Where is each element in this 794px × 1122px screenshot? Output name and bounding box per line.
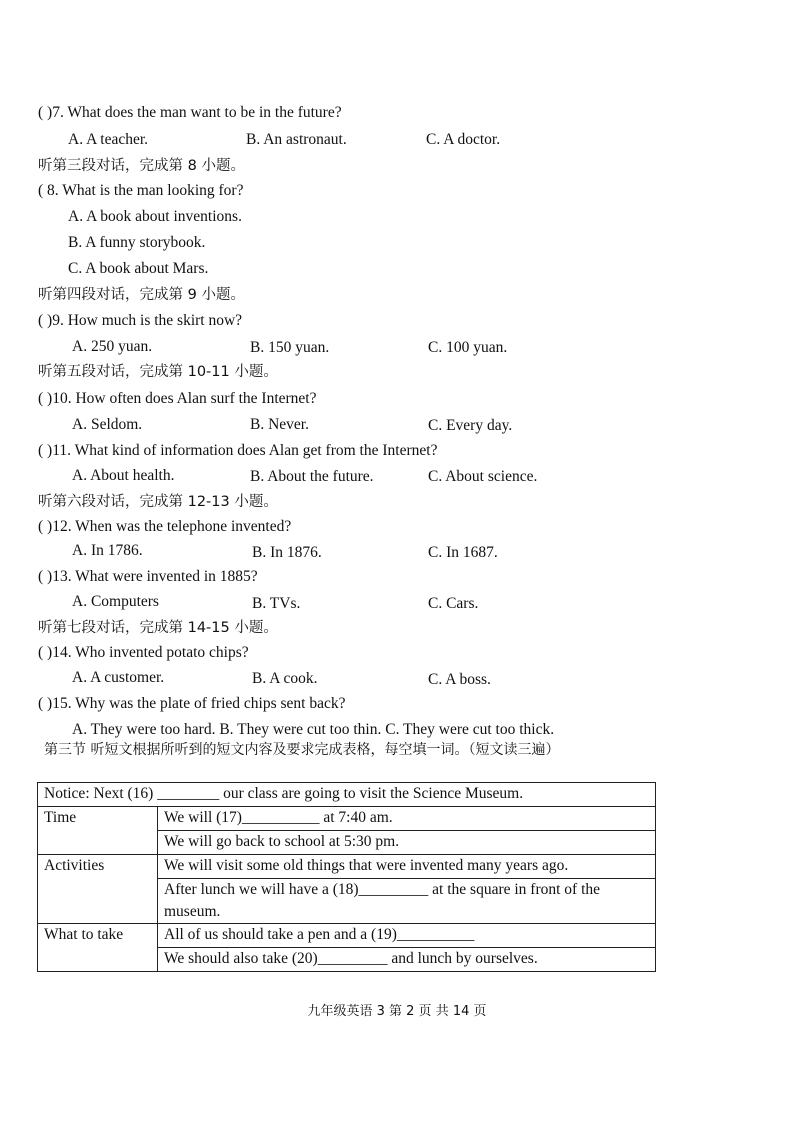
question-13-option-a: A. Computers: [72, 593, 159, 610]
question-14-option-b: B. A cook.: [252, 670, 318, 687]
question-12-option-a: A. In 1786.: [72, 542, 143, 559]
question-11-option-c: C. About science.: [428, 468, 538, 485]
question-14-stem: ( )14. Who invented potato chips?: [38, 644, 249, 661]
section-4-instruction: 听第四段对话，完成第 9 小题。: [38, 287, 245, 303]
what-to-take-label: What to take: [38, 924, 158, 972]
question-10-option-b: B. Never.: [250, 416, 309, 433]
table-row: [38, 924, 656, 948]
table-row: [38, 807, 656, 831]
notice-cell: Notice: Next (16) ________ our class are going to visit the Science Museum.: [38, 783, 656, 807]
question-8-option-a: A. A book about inventions.: [68, 208, 242, 225]
question-13-stem: ( )13. What were invented in 1885?: [38, 568, 258, 585]
question-11-option-b: B. About the future.: [250, 468, 374, 485]
notice-table: [37, 782, 656, 972]
question-12-option-b: B. In 1876.: [252, 544, 322, 561]
time-line-2: We will go back to school at 5:30 pm.: [158, 831, 656, 855]
question-14-option-c: C. A boss.: [428, 671, 491, 688]
question-7-option-c: C. A doctor.: [426, 131, 501, 148]
question-9-stem: ( )9. How much is the skirt now?: [38, 312, 243, 329]
section-5-instruction: 听第五段对话，完成第 10-11 小题。: [38, 364, 278, 380]
question-7-option-b: B. An astronaut.: [246, 131, 347, 148]
question-10-option-c: C. Every day.: [428, 417, 513, 434]
question-7-stem: ( )7. What does the man want to be in the future?: [38, 104, 342, 121]
section-3-instruction: 听第三段对话，完成第 8 小题。: [38, 158, 245, 174]
question-13-option-c: C. Cars.: [428, 595, 479, 612]
question-14-option-a: A. A customer.: [72, 669, 165, 686]
question-7-option-a: A. A teacher.: [68, 131, 149, 148]
section-7-instruction: 听第七段对话，完成第 14-15 小题。: [38, 620, 278, 636]
table-row: [38, 783, 656, 807]
table-row: [38, 855, 656, 879]
question-9-option-b: B. 150 yuan.: [250, 339, 330, 356]
question-11-stem: ( )11. What kind of information does Alan get from the Internet?: [38, 442, 438, 459]
take-line-1: All of us should take a pen and a (19)__________: [158, 924, 656, 948]
time-label: Time: [38, 807, 158, 855]
activities-line-2: After lunch we will have a (18)_________ at the square in front of the museum.: [158, 879, 656, 924]
time-line-1: We will (17)__________ at 7:40 am.: [158, 807, 656, 831]
question-9-option-a: A. 250 yuan.: [72, 338, 153, 355]
question-10-stem: ( )10. How often does Alan surf the Internet?: [38, 390, 317, 407]
question-12-option-c: C. In 1687.: [428, 544, 498, 561]
activities-line-1: We will visit some old things that were invented many years ago.: [158, 855, 656, 879]
question-8-option-b: B. A funny storybook.: [68, 234, 206, 251]
take-line-2: We should also take (20)_________ and lunch by ourselves.: [158, 948, 656, 972]
question-11-option-a: A. About health.: [72, 467, 175, 484]
page-footer: 九年级英语 3 第 2 页 共 14 页: [307, 1004, 487, 1019]
question-8-stem: ( 8. What is the man looking for?: [38, 182, 244, 199]
part-3-instruction: 第三节 听短文根据所听到的短文内容及要求完成表格，每空填一词。（短文读三遍）: [44, 742, 560, 758]
question-9-option-c: C. 100 yuan.: [428, 339, 508, 356]
question-12-stem: ( )12. When was the telephone invented?: [38, 518, 292, 535]
activities-label: Activities: [38, 855, 158, 924]
question-15-stem: ( )15. Why was the plate of fried chips sent back?: [38, 695, 346, 712]
question-13-option-b: B. TVs.: [252, 595, 301, 612]
section-6-instruction: 听第六段对话，完成第 12-13 小题。: [38, 494, 278, 510]
question-8-option-c: C. A book about Mars.: [68, 260, 209, 277]
question-15-options: A. They were too hard. B. They were cut too thin. C. They were cut too thick.: [72, 721, 555, 738]
question-10-option-a: A. Seldom.: [72, 416, 143, 433]
